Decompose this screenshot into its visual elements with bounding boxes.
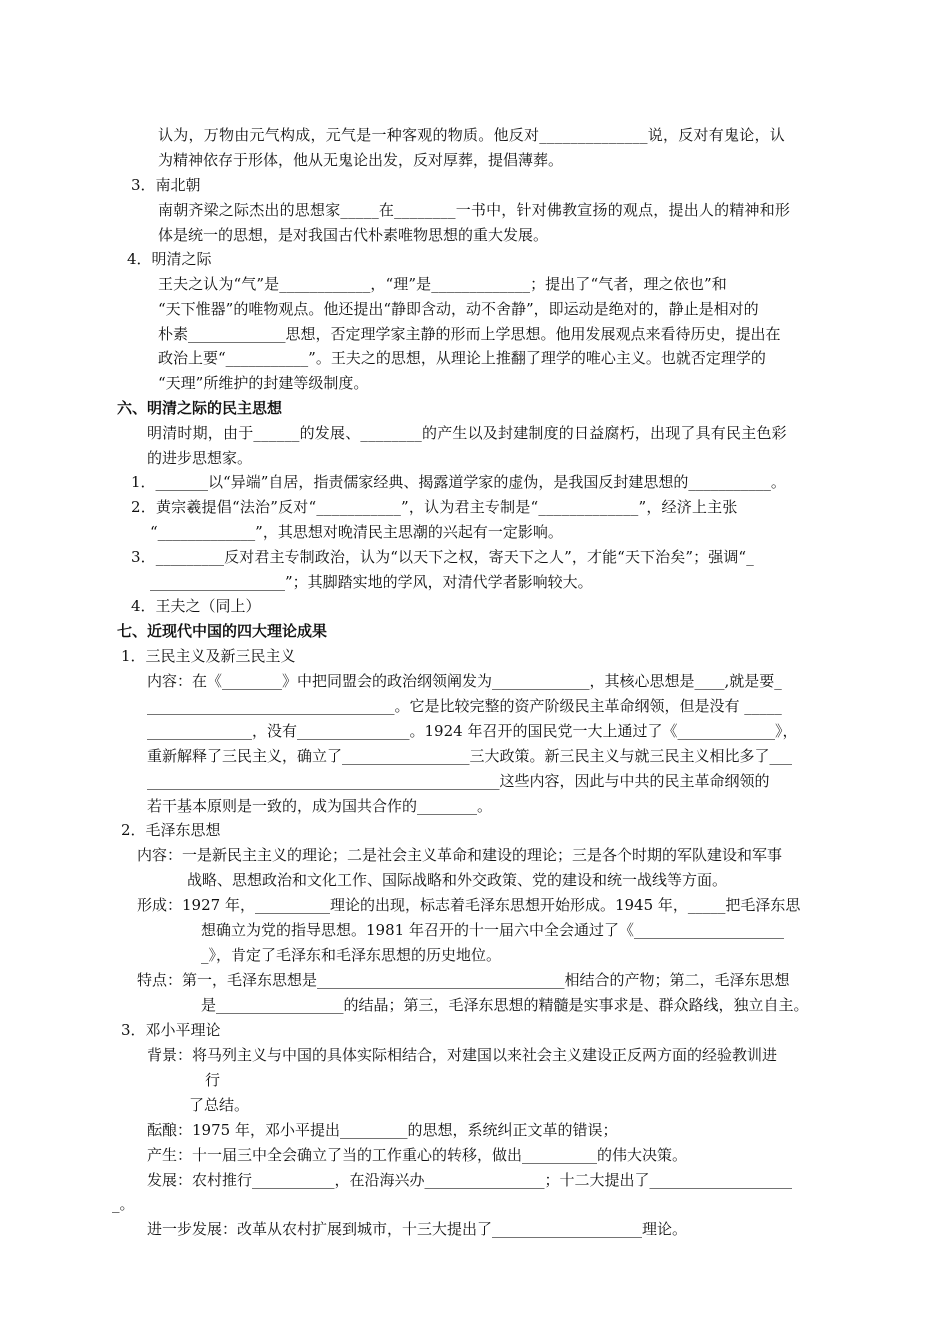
body-text: 体是统一的思想，是对我国古代朴素唯物思想的重大发展。 — [158, 226, 549, 244]
list-item: “_____________”，其思想对晚清民主思潮的兴起有一定影响。 — [150, 523, 563, 541]
body-text: “天下惟器”的唯物观点。他还提出“静即含动，动不舍静”，即运动是绝对的，静止是相对的 — [158, 300, 759, 318]
body-text: _。 — [112, 1195, 135, 1213]
list-item: 4．王夫之（同上） — [131, 597, 261, 615]
body-text: 内容：一是新民主主义的理论；二是社会主义革命和建设的理论；三是各个时期的军队建设和军事 — [137, 846, 783, 864]
body-text: 内容：在《________》中把同盟会的政治纲领阐发为_____________，其核心思想是____,就是要_ — [147, 672, 782, 690]
body-text: 明清时期，由于______的发展、________的产生以及封建制度的日益腐朽，出现了具有民主色彩 — [147, 424, 787, 442]
list-item-heading: 2．毛泽东思想 — [121, 821, 221, 839]
list-item: 2．黄宗羲提倡“法治”反对“___________”，认为君主专制是“_____________”，经济上主张 — [131, 498, 738, 516]
body-text: 认为，万物由元气构成，元气是一种客观的物质。他反对______________说，反对有鬼论，认 — [158, 126, 786, 144]
body-text: 为精神依存于形体，他从无鬼论出发，反对厚葬，提倡薄葬。 — [158, 151, 564, 169]
list-item-heading: 3．南北朝 — [131, 176, 201, 194]
body-text: 想确立为党的指导思想。1981 年召开的十一届六中全会通过了《____________________ — [201, 921, 784, 939]
body-text: 背景：将马列主义与中国的具体实际相结合，对建国以来社会主义建设正反两方面的经验教训进 — [147, 1046, 778, 1064]
body-text: _______________________________________________这些内容，因此与中共的民主革命纲领的 — [147, 772, 770, 790]
body-text: 战略、思想政治和文化工作、国际战略和外交政策、党的建设和统一战线等方面。 — [187, 871, 728, 889]
body-text: 行 — [205, 1071, 221, 1089]
body-text: 政治上要“___________”。王夫之的思想，从理论上推翻了理学的唯心主义。也就否定理学的 — [158, 349, 766, 367]
section-heading: 六、明清之际的民主思想 — [117, 399, 283, 417]
body-text: 了总结。 — [189, 1096, 250, 1114]
list-item: 1．_______以“异端”自居，指责儒家经典、揭露道学家的虚伪，是我国反封建思想的___________。 — [131, 473, 786, 491]
body-text: _________________________________。它是比较完整的资产阶级民主革命纲领，但是没有 _____ — [147, 697, 782, 715]
body-text: 发展：农村推行___________，在沿海兴办________________；十二大提出了___________________ — [147, 1171, 793, 1189]
body-text: 朴素_____________思想，否定理学家主静的形而上学思想。他用发展观点来看待历史，提出在 — [158, 325, 781, 343]
body-text: 是_________________的结晶；第三，毛泽东思想的精髓是实事求是、群众路线，独立自主。 — [201, 996, 809, 1014]
body-text: ______________，没有_______________。1924 年召开的国民党一大上通过了《_____________》， — [147, 722, 798, 740]
body-text: 南朝齐梁之际杰出的思想家_____在________一书中，针对佛教宣扬的观点，提出人的精神和形 — [158, 201, 791, 219]
list-item-heading: 3．邓小平理论 — [121, 1021, 221, 1039]
body-text: 王夫之认为“气”是____________，“理”是_____________；提出了“气者，理之依也”和 — [158, 275, 727, 293]
list-item-heading: 4．明清之际 — [127, 250, 212, 268]
section-heading: 七、近现代中国的四大理论成果 — [117, 622, 328, 640]
body-text: 酝酿：1975 年，邓小平提出_________的思想，系统纠正文革的错误； — [147, 1121, 618, 1139]
body-text: 重新解释了三民主义，确立了_________________三大政策。新三民主义与就三民主义相比多了___ — [147, 747, 793, 765]
list-item: 3．_________反对君主专制政治，认为“以天下之权，寄天下之人”，才能“天下治矣”；强调“_ — [131, 548, 754, 566]
body-text: 产生：十一届三中全会确立了当的工作重心的转移，做出__________的伟大决策。 — [147, 1146, 688, 1164]
body-text: 特点：第一，毛泽东思想是_________________________________相结合的产物；第二，毛泽东思想 — [137, 971, 790, 989]
body-text: 进一步发展：改革从农村扩展到城市，十三大提出了____________________理论。 — [147, 1220, 688, 1238]
body-text: “天理”所维护的封建等级制度。 — [158, 374, 369, 392]
list-item: __________________”；其脚踏实地的学风，对清代学者影响较大。 — [150, 573, 593, 591]
body-text: 形成：1927 年，__________理论的出现，标志着毛泽东思想开始形成。1945 年，_____把毛泽东思 — [137, 896, 801, 914]
list-item-heading: 1．三民主义及新三民主义 — [121, 647, 296, 665]
body-text: 的进步思想家。 — [147, 449, 253, 467]
body-text: 若干基本原则是一致的，成为国共合作的________。 — [147, 797, 493, 815]
body-text: _》，肯定了毛泽东和毛泽东思想的历史地位。 — [201, 946, 502, 964]
